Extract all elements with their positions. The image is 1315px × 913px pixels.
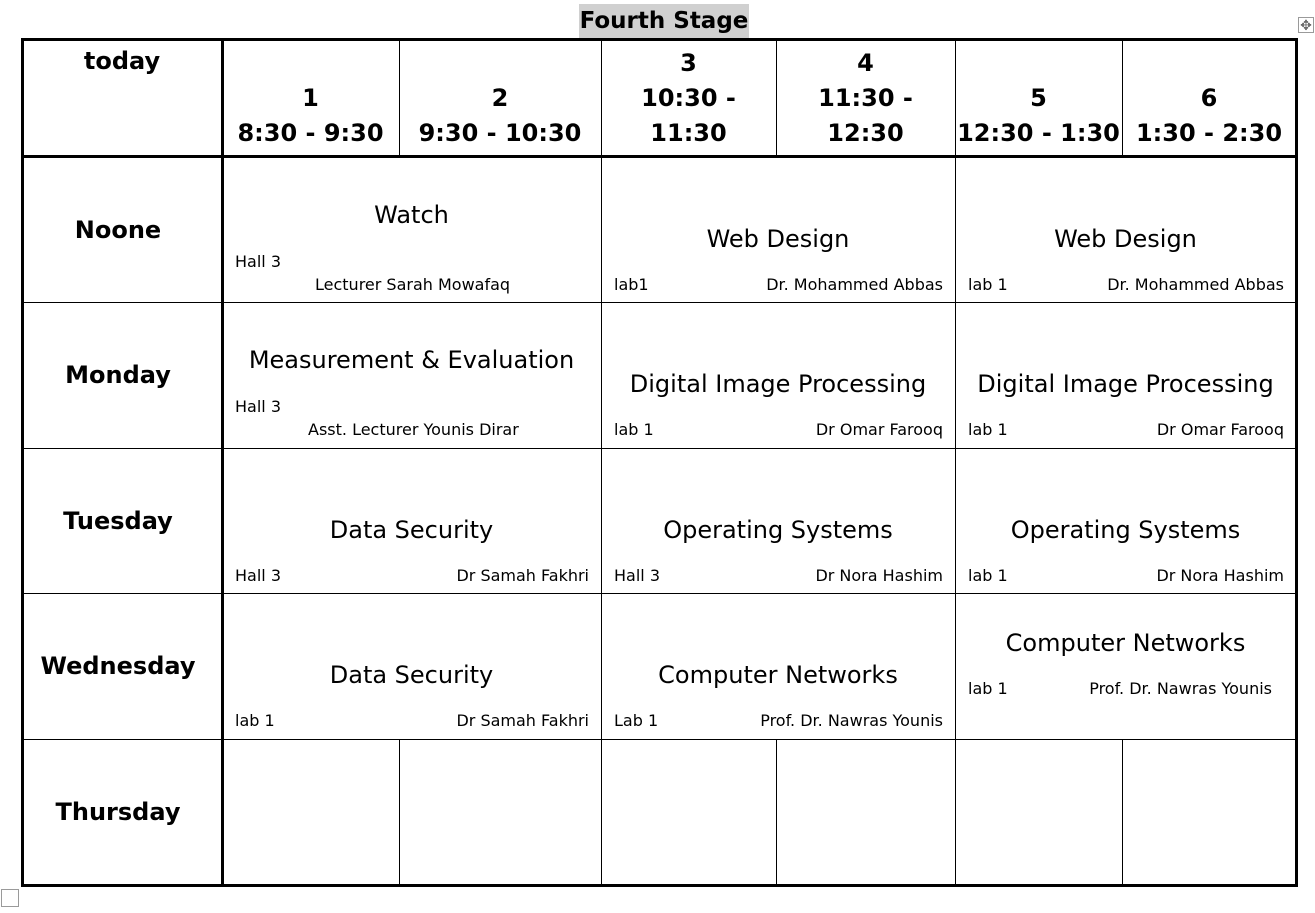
subject-name: Web Design [706,225,850,253]
table-border [1295,38,1298,887]
table-border [1122,40,1123,156]
room-label: lab 1 [968,420,1008,439]
lecturer-name: Dr Nora Hashim [1156,566,1284,585]
table-border [21,38,1298,41]
subject-name: Web Design [1054,225,1197,253]
class-cell[interactable] [601,448,955,593]
period-time: 11:30 - [818,83,913,112]
empty-cell[interactable] [399,739,601,885]
subject-name: Data Security [329,516,494,544]
period-time: 11:30 [650,118,727,147]
table-border [222,593,1297,594]
day-label-noone: Noone [74,215,162,244]
period-header-5 [955,40,1122,156]
table-border [955,40,956,885]
table-border [1122,739,1123,885]
class-cell[interactable] [601,593,955,739]
empty-cell[interactable] [601,739,776,885]
class-cell[interactable] [222,302,601,448]
period-number: 4 [857,48,874,77]
table-border [22,593,222,594]
empty-cell[interactable] [222,739,399,885]
day-label-tuesday: Tuesday [63,506,173,535]
class-cell[interactable] [222,157,601,302]
class-cell[interactable] [955,448,1296,593]
period-time: 12:30 [827,118,904,147]
period-header-4 [776,40,955,156]
period-time: 9:30 - 10:30 [418,119,582,147]
day-label-wednesday: Wednesday [40,652,196,680]
subject-name: Measurement & Evaluation [248,346,575,374]
table-border [22,302,222,303]
table-border [776,40,777,156]
room-label: lab 1 [968,679,1008,698]
period-header-3 [601,40,776,156]
day-label-monday: Monday [65,361,171,389]
lecturer-name: Dr. Mohammed Abbas [1107,275,1284,294]
table-move-handle-icon[interactable]: ✥ [1298,17,1314,33]
room-label: Lab 1 [614,711,659,730]
class-cell[interactable] [955,593,1296,739]
table-border [21,884,1298,887]
period-number: 3 [680,48,697,77]
room-label: lab1 [614,275,649,294]
lecturer-name: Dr Nora Hashim [815,566,943,585]
period-number: 6 [1200,84,1218,112]
table-border [22,448,222,449]
lecturer-name: Dr Omar Farooq [1156,420,1284,439]
header-corner [22,40,222,156]
lecturer-name: Dr. Mohammed Abbas [766,275,943,294]
room-label: Hall 3 [614,566,660,585]
subject-name: Digital Image Processing [977,370,1274,398]
lecturer-name: Dr Samah Fakhri [456,711,589,730]
table-border [221,38,224,887]
table-border [21,38,24,887]
table-border [222,739,1297,740]
room-label: Hall 3 [235,252,281,271]
table-border [399,40,400,156]
room-label: lab 1 [968,566,1008,585]
period-time: 8:30 - 9:30 [237,119,384,147]
empty-cell[interactable] [1122,739,1296,885]
lecturer-name: Lecturer Sarah Mowafaq [315,275,511,294]
table-border [399,739,400,885]
period-time: 12:30 - 1:30 [957,119,1120,147]
subject-name: Computer Networks [658,661,898,689]
room-label: Hall 3 [235,397,281,416]
room-label: lab 1 [968,275,1008,294]
period-header-2 [399,40,601,156]
class-cell[interactable] [955,157,1296,302]
table-border [222,302,1297,303]
subject-name: Operating Systems [1010,516,1241,544]
table-border [222,448,1297,449]
room-label: lab 1 [235,711,275,730]
table-border [22,739,222,740]
subject-name: Computer Networks [1005,629,1246,657]
empty-cell[interactable] [776,739,955,885]
class-cell[interactable] [222,593,601,739]
page-title: Fourth Stage [579,4,749,38]
table-border [601,40,602,885]
period-header-1 [222,40,399,156]
period-time: 10:30 - [641,83,736,112]
class-cell[interactable] [955,302,1296,448]
period-time: 1:30 - 2:30 [1135,119,1283,147]
period-number: 5 [1030,84,1047,112]
subject-name: Operating Systems [663,516,893,544]
lecturer-name: Dr Samah Fakhri [456,566,589,585]
empty-cell[interactable] [955,739,1122,885]
class-cell[interactable] [601,157,955,302]
subject-name: Digital Image Processing [629,370,927,398]
lecturer-name: Asst. Lecturer Younis Dirar [308,420,519,439]
room-label: lab 1 [614,420,654,439]
table-border [776,739,777,885]
lecturer-name: Prof. Dr. Nawras Younis [1089,679,1272,698]
class-cell[interactable] [222,448,601,593]
lecturer-name: Prof. Dr. Nawras Younis [760,711,943,730]
room-label: Hall 3 [235,566,281,585]
lecturer-name: Dr Omar Farooq [815,420,943,439]
class-cell[interactable] [601,302,955,448]
table-resize-box-icon[interactable] [1,889,19,907]
period-number: 2 [491,84,509,112]
subject-name: Data Security [329,661,494,689]
header-corner-label: today [83,47,161,75]
period-number: 1 [302,84,319,112]
day-label-thursday: Thursday [55,798,181,826]
subject-name: Watch [374,201,449,229]
period-header-6 [1122,40,1296,156]
table-border [21,155,1298,158]
